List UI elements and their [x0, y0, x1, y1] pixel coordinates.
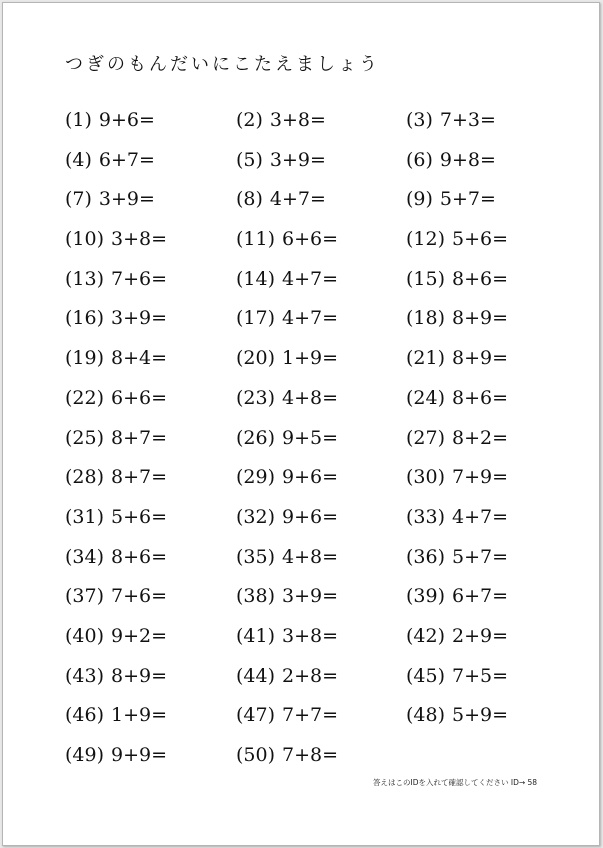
problem-number: (31): [65, 505, 105, 528]
problem-item: [65, 266, 236, 306]
problem-number: (2): [236, 109, 263, 131]
problem-item: [65, 107, 236, 147]
problem-expression: 5+6=: [111, 505, 168, 528]
problem-number: (37): [65, 585, 105, 608]
problem-item: [236, 425, 406, 465]
problem-number: (27): [406, 426, 446, 449]
problem-expression: 8+6=: [452, 386, 509, 409]
problem-expression: 9+5=: [282, 426, 339, 449]
problem-item: [236, 345, 406, 385]
problem-item: [236, 663, 406, 703]
problem-number: (24): [406, 386, 446, 409]
problem-number: (41): [236, 624, 276, 647]
problem-item: [406, 663, 556, 703]
problem-item: [406, 544, 556, 584]
problem-item: [236, 266, 406, 306]
problem-expression: 6+7=: [452, 585, 509, 608]
problem-item: [406, 266, 556, 306]
problem-number: (46): [65, 704, 105, 727]
problem-expression: 7+6=: [111, 585, 168, 608]
problem-item: [65, 425, 236, 465]
problem-expression: 4+7=: [269, 188, 326, 211]
problem-item: [65, 385, 236, 425]
problem-item: [236, 504, 406, 544]
problem-expression: 1+9=: [282, 347, 339, 370]
problem-item: [406, 702, 556, 742]
problem-item: [65, 464, 236, 504]
problem-expression: 7+5=: [452, 664, 509, 687]
problem-expression: 3+9=: [282, 585, 339, 608]
problem-item: [406, 504, 556, 544]
problem-number: (10): [65, 228, 105, 251]
problem-item: [65, 702, 236, 742]
problem-item: [236, 544, 406, 584]
problem-expression: 1+9=: [111, 704, 168, 727]
problem-item: [236, 107, 406, 147]
problem-expression: 8+2=: [452, 426, 509, 449]
problem-expression: 4+8=: [282, 386, 339, 409]
problem-item: [406, 305, 556, 345]
problem-number: (32): [236, 505, 276, 528]
problem-number: (21): [406, 347, 446, 370]
problem-number: (3): [406, 109, 433, 131]
problem-expression: 3+8=: [282, 624, 339, 647]
problem-number: (26): [236, 426, 276, 449]
problem-item: [236, 305, 406, 345]
problem-expression: 8+6=: [452, 267, 509, 290]
problem-item: [236, 702, 406, 742]
problem-expression: 5+7=: [452, 545, 509, 568]
problem-number: (29): [236, 466, 276, 489]
problem-expression: 8+6=: [111, 545, 168, 568]
problem-number: (39): [406, 585, 446, 608]
problem-expression: 3+9=: [98, 188, 155, 211]
problem-number: (8): [236, 188, 263, 211]
problem-expression: 6+6=: [111, 386, 168, 409]
problem-number: (11): [236, 228, 276, 251]
problem-item: [406, 623, 556, 663]
problem-item: [236, 147, 406, 187]
problem-item: [236, 583, 406, 623]
problem-expression: 3+8=: [111, 228, 168, 251]
problem-number: (33): [406, 505, 446, 528]
problem-number: (40): [65, 624, 105, 647]
problem-number: (44): [236, 664, 276, 687]
problem-number: (47): [236, 704, 276, 727]
problem-grid: [65, 107, 556, 782]
problem-expression: 9+6=: [282, 466, 339, 489]
problem-expression: 5+9=: [452, 704, 509, 727]
problem-item: [406, 345, 556, 385]
problem-expression: 5+6=: [452, 228, 509, 251]
problem-item: [65, 583, 236, 623]
problem-number: (34): [65, 545, 105, 568]
problem-item: [236, 742, 406, 782]
problem-expression: 3+9=: [269, 148, 326, 171]
problem-number: (13): [65, 267, 105, 290]
problem-number: (36): [406, 545, 446, 568]
problem-expression: 9+2=: [111, 624, 168, 647]
problem-number: (20): [236, 347, 276, 370]
problem-number: (38): [236, 585, 276, 608]
problem-number: (6): [406, 148, 433, 171]
problem-item: [236, 186, 406, 226]
problem-number: (45): [406, 664, 446, 687]
problem-number: (35): [236, 545, 276, 568]
problem-number: (15): [406, 267, 446, 290]
problem-number: (17): [236, 307, 276, 330]
problem-expression: 8+9=: [452, 307, 509, 330]
problem-item: [406, 385, 556, 425]
problem-expression: 4+7=: [452, 505, 509, 528]
problem-item: [236, 385, 406, 425]
problem-number: (23): [236, 386, 276, 409]
problem-expression: 3+8=: [269, 109, 326, 131]
problem-expression: 4+7=: [282, 307, 339, 330]
problem-expression: 8+4=: [111, 347, 168, 370]
problem-item: [406, 583, 556, 623]
problem-item: [65, 186, 236, 226]
problem-number: (4): [65, 148, 92, 171]
problem-expression: 2+9=: [452, 624, 509, 647]
answer-id-note: 答えはこのIDを入れて確認してください ID→ 58: [373, 778, 538, 787]
problem-item: [406, 226, 556, 266]
problem-number: (48): [406, 704, 446, 727]
problem-item: [406, 464, 556, 504]
problem-expression: 9+6=: [282, 505, 339, 528]
problem-number: (42): [406, 624, 446, 647]
problem-item: [65, 742, 236, 782]
problem-expression: 7+8=: [282, 744, 339, 766]
problem-number: (12): [406, 228, 446, 251]
problem-expression: 7+6=: [111, 267, 168, 290]
problem-number: (25): [65, 426, 105, 449]
problem-expression: 8+7=: [111, 466, 168, 489]
problem-item: [65, 663, 236, 703]
problem-number: (16): [65, 307, 105, 330]
problem-number: (5): [236, 148, 263, 171]
problem-item: [406, 425, 556, 465]
problem-item: [65, 305, 236, 345]
problem-number: (18): [406, 307, 446, 330]
problem-expression: 4+8=: [282, 545, 339, 568]
problem-number: (19): [65, 347, 105, 370]
worksheet-page: [2, 2, 600, 846]
problem-number: (22): [65, 386, 105, 409]
problem-item: [406, 107, 556, 147]
problem-expression: 5+7=: [439, 188, 496, 211]
problem-number: (28): [65, 466, 105, 489]
problem-expression: 9+8=: [439, 148, 496, 171]
problem-expression: 4+7=: [282, 267, 339, 290]
problem-item: [236, 464, 406, 504]
problem-number: (14): [236, 267, 276, 290]
problem-expression: 8+9=: [452, 347, 509, 370]
problem-expression: 6+6=: [282, 228, 339, 251]
problem-item: [406, 186, 556, 226]
problem-expression: 7+9=: [452, 466, 509, 489]
problem-number: (7): [65, 188, 92, 211]
problem-item: [65, 623, 236, 663]
problem-expression: 3+9=: [111, 307, 168, 330]
problem-item: [65, 504, 236, 544]
problem-expression: 7+3=: [439, 109, 496, 131]
problem-expression: 8+7=: [111, 426, 168, 449]
problem-number: (1): [65, 109, 92, 131]
problem-item: [236, 226, 406, 266]
problem-expression: 8+9=: [111, 664, 168, 687]
problem-expression: 2+8=: [282, 664, 339, 687]
problem-number: (30): [406, 466, 446, 489]
problem-item: [65, 544, 236, 584]
problem-expression: 9+9=: [111, 744, 168, 766]
problem-item: [65, 345, 236, 385]
problem-item: [406, 147, 556, 187]
problem-expression: 9+6=: [98, 109, 155, 131]
page-title: つぎのもんだいにこたえましょう: [65, 54, 380, 75]
problem-item: [65, 226, 236, 266]
problem-number: (9): [406, 188, 433, 211]
problem-number: (43): [65, 664, 105, 687]
problem-expression: 6+7=: [98, 148, 155, 171]
problem-item: [236, 623, 406, 663]
problem-number: (49): [65, 744, 105, 766]
problem-number: (50): [236, 744, 276, 766]
problem-expression: 7+7=: [282, 704, 339, 727]
problem-item: [65, 147, 236, 187]
